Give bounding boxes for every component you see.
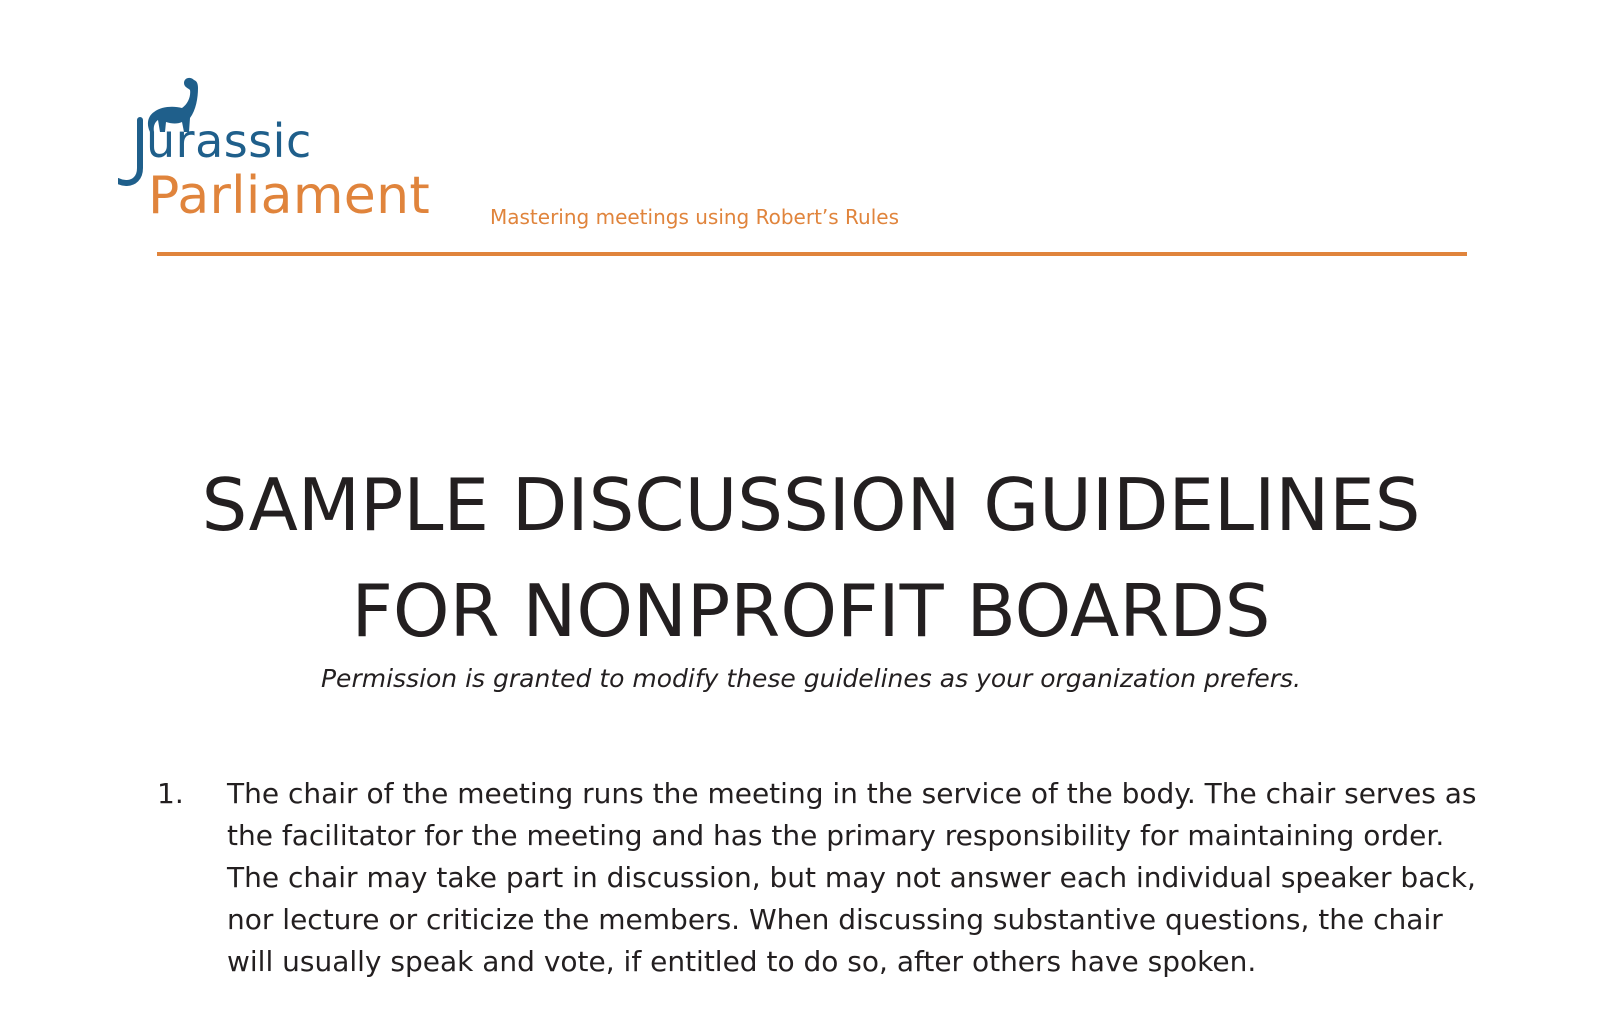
jurassic-parliament-logo bbox=[118, 74, 431, 234]
guidelines-list bbox=[157, 773, 1477, 983]
header-divider bbox=[157, 252, 1467, 256]
logo-wordmark-jurassic: urassic bbox=[146, 114, 312, 168]
document-title bbox=[0, 452, 1622, 664]
tagline: Mastering meetings using Robert’s Rules bbox=[490, 205, 899, 229]
list-item bbox=[157, 773, 1477, 983]
title-line-2: FOR NONPROFIT BOARDS bbox=[351, 569, 1271, 653]
permission-note: Permission is granted to modify these guidelines as your organization prefers. bbox=[320, 664, 1302, 693]
title-line-1: SAMPLE DISCUSSION GUIDELINES bbox=[201, 463, 1421, 547]
logo-j-letter bbox=[118, 116, 148, 186]
list-item-number: 1. bbox=[157, 777, 184, 810]
list-item-text: The chair of the meeting runs the meeting in the service of the body. The chair serves as the facilitator for the meeting and has the primary responsibility for maintaining order. The chair may take part in discussion, but may not answer each individual speaker back, nor lecture or criticize the members. When discussing substantive questions, the chair will usually speak and vote, if entitled to do so, after others have spoken. bbox=[227, 777, 1477, 978]
logo-wordmark-parliament: Parliament bbox=[148, 166, 431, 226]
